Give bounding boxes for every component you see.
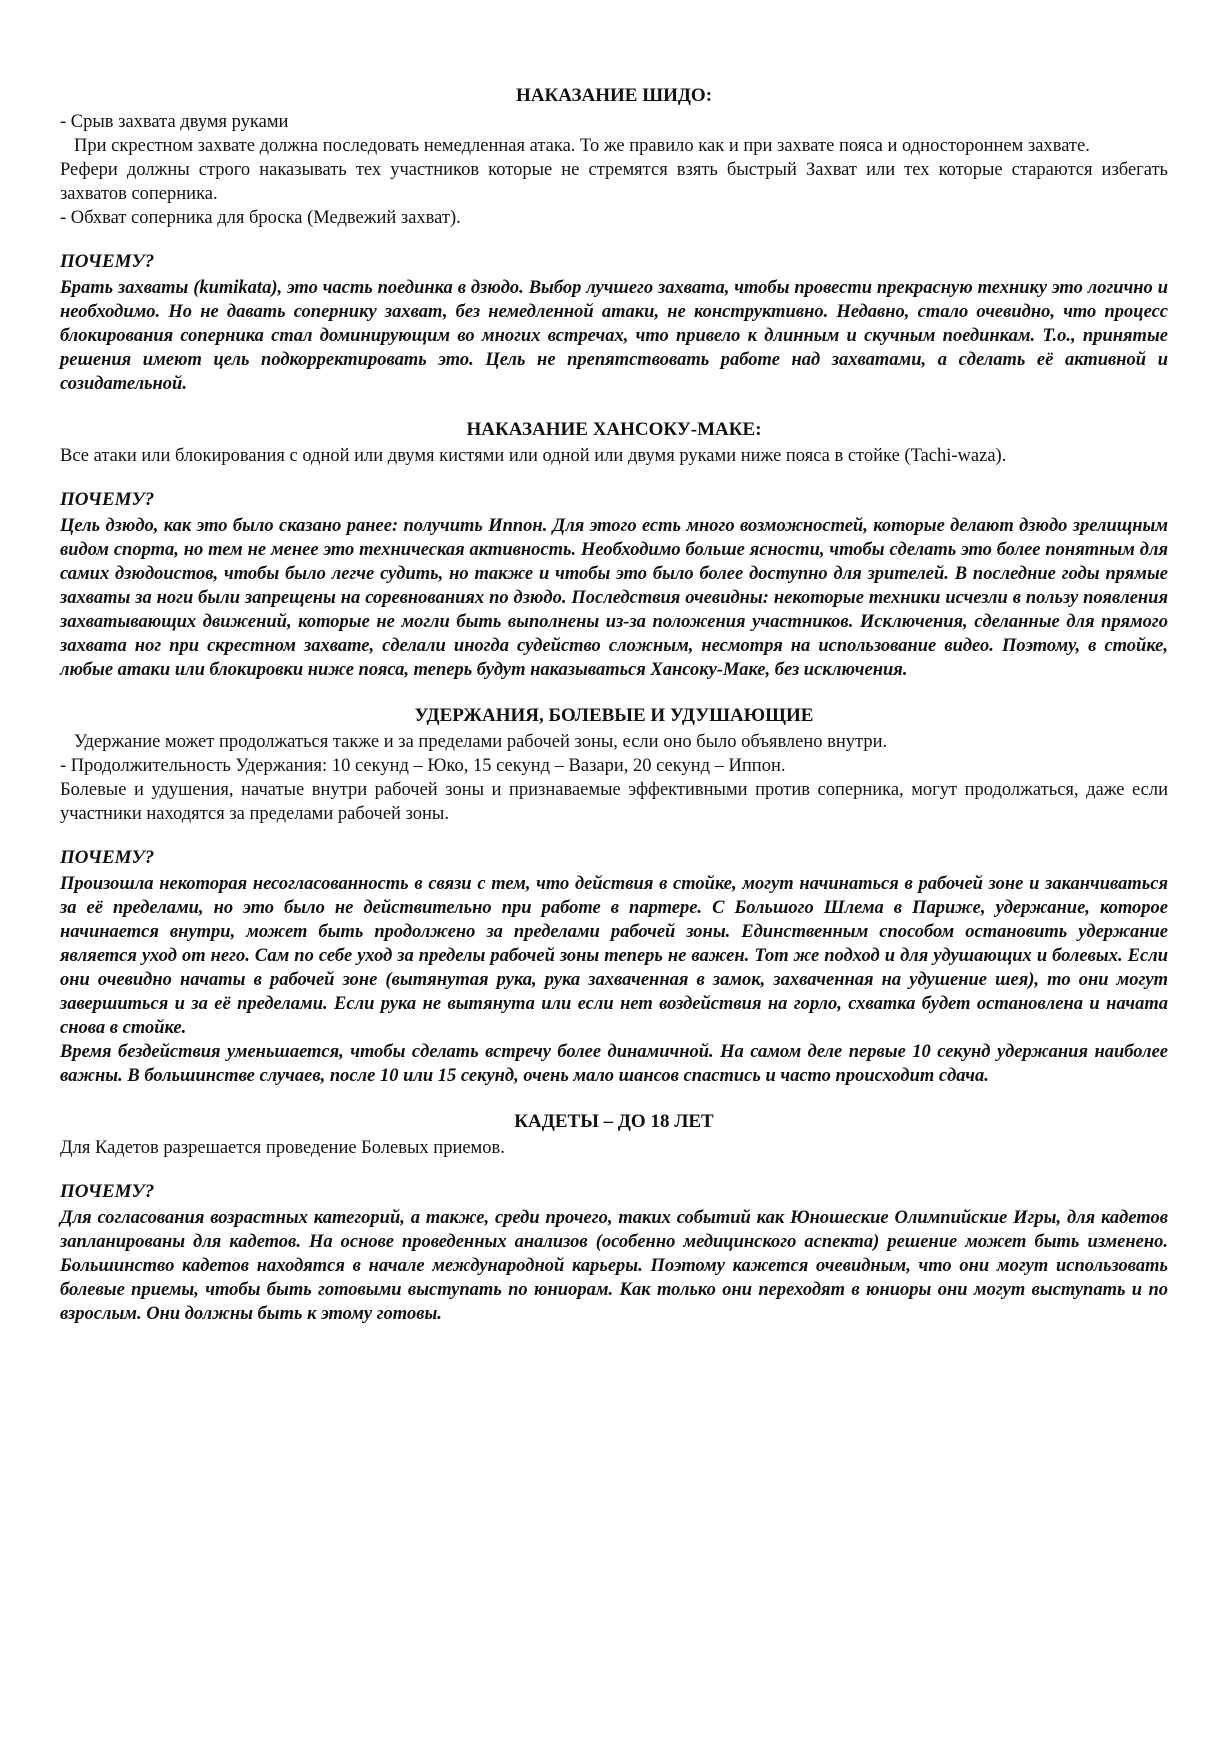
section-heading: НАКАЗАНИЕ ХАНСОКУ-МАКЕ: [466, 419, 762, 440]
why-paragraph: Брать захваты (kumikata), это часть поединка в дзюдо. Выбор лучшего захвата, чтобы провести прекрасную технику это логично и необходимо. Но не давать сопернику захват, без немедленной атаки, не конструктивно. Недавно, стало очевидно, что процесс блокирования соперника стал доминирующим во многих встречах, что привело к длинным и скучным поединкам. Т.о., принятые решения имеют цель подкорректировать это. Цель не препятствовать работе над захватами, а сделать её активной и созидательной. [60, 278, 1168, 394]
section-body [60, 1136, 1168, 1160]
paragraph: При скрестном захвате должна последовать немедленная атака. То же правило как и при захвате пояса и одностороннем захвате. [74, 136, 1090, 156]
section-body [60, 730, 1168, 826]
why-paragraph: Время бездействия уменьшается, чтобы сделать встречу более динамичной. На самом деле первые 10 секунд удержания наиболее важны. В большинстве случаев, после 10 или 15 секунд, очень мало шансов спастись и часто происходит сдача. [60, 1042, 1168, 1086]
why-text [60, 276, 1168, 396]
paragraph: Удержание может продолжаться также и за пределами рабочей зоны, если оно было объявлено внутри. [74, 732, 888, 752]
paragraph: - Обхват соперника для броска (Медвежий захват). [60, 208, 461, 228]
section-hansoku-make [60, 418, 1168, 682]
section-heading: КАДЕТЫ – ДО 18 ЛЕТ [514, 1111, 714, 1132]
section-heading: НАКАЗАНИЕ ШИДО: [515, 85, 713, 106]
section-body [60, 444, 1168, 468]
paragraph: - Продолжительность Удержания: 10 секунд – Юко, 15 секунд – Вазари, 20 секунд – Иппон. [60, 756, 786, 776]
paragraph: Все атаки или блокирования с одной или двумя кистями или одной или двумя руками ниже пояса в стойке (Tachi-waza). [60, 446, 1007, 466]
paragraph: Рефери должны строго наказывать тех участников которые не стремятся взять быстрый Захват или тех которые стараются избегать захватов соперника. [60, 160, 1168, 204]
why-paragraph: Для согласования возрастных категорий, а также, среди прочего, таких событий как Юношеские Олимпийские Игры, для кадетов запланированы для кадетов. На основе проведенных анализов (особенно медицинского аспекта) решение может быть изменено. Большинство кадетов находятся в начале международной карьеры. Поэтому кажется очевидным, что они могут использовать болевые приемы, чтобы быть готовыми выступать по юниорам. Как только они переходят в юниоры они могут выступать и по взрослым. Они должны быть к этому готовы. [60, 1208, 1168, 1324]
why-label: ПОЧЕМУ? [60, 489, 155, 510]
section-heading: УДЕРЖАНИЯ, БОЛЕВЫЕ И УДУШАЮЩИЕ [414, 705, 814, 726]
section-shido [60, 84, 1168, 396]
paragraph: - Срыв захвата двумя руками [60, 112, 289, 132]
why-text [60, 872, 1168, 1088]
why-label: ПОЧЕМУ? [60, 847, 155, 868]
section-osaekomi [60, 704, 1168, 1088]
why-text [60, 514, 1168, 682]
why-label: ПОЧЕМУ? [60, 251, 155, 272]
section-body [60, 110, 1168, 230]
section-cadets [60, 1110, 1168, 1326]
paragraph: Для Кадетов разрешается проведение Болевых приемов. [60, 1138, 505, 1158]
why-text [60, 1206, 1168, 1326]
why-paragraph: Произошла некоторая несогласованность в связи с тем, что действия в стойке, могут начинаться в рабочей зоне и заканчиваться за её пределами, но это было не действительно при работе в партере. С Большого Шлема в Париже, удержание, которое начинается внутри, может быть продолжено за пределами рабочей зоны. Единственным способом остановить удержание является уход от него. Сам по себе уход за пределы рабочей зоны теперь не важен. Тот же подход и для удушающих и болевых. Если они очевидно начаты в рабочей зоне (вытянутая рука, рука захваченная в замок, захваченная на удушение шея), то они могут завершиться и за её пределами. Если рука не вытянута или если нет воздействия на горло, схватка будет остановлена и начата снова в стойке. [60, 874, 1168, 1038]
why-label: ПОЧЕМУ? [60, 1181, 155, 1202]
paragraph: Болевые и удушения, начатые внутри рабочей зоны и признаваемые эффективными против соперника, могут продолжаться, даже если участники находятся за пределами рабочей зоны. [60, 780, 1168, 824]
why-paragraph: Цель дзюдо, как это было сказано ранее: получить Иппон. Для этого есть много возможностей, которые делают дзюдо зрелищным видом спорта, но тем не менее это техническая активность. Необходимо больше ясности, чтобы сделать это более понятным для самих дзюдоистов, чтобы было легче судить, но также и чтобы это было более доступно для зрителей. В последние годы прямые захваты за ноги были запрещены на соревнованиях по дзюдо. Последствия очевидны: некоторые техники исчезли в пользу появления захватывающих движений, которые не могли быть выполнены из-за положения участников. Исключения, сделанные для прямого захвата ног при скрестном захвате, сделали иногда судейство сложным, несмотря на использование видео. Поэтому, в стойке, любые атаки или блокировки ниже пояса, теперь будут наказываться Хансоку-Маке, без исключения. [60, 516, 1168, 680]
